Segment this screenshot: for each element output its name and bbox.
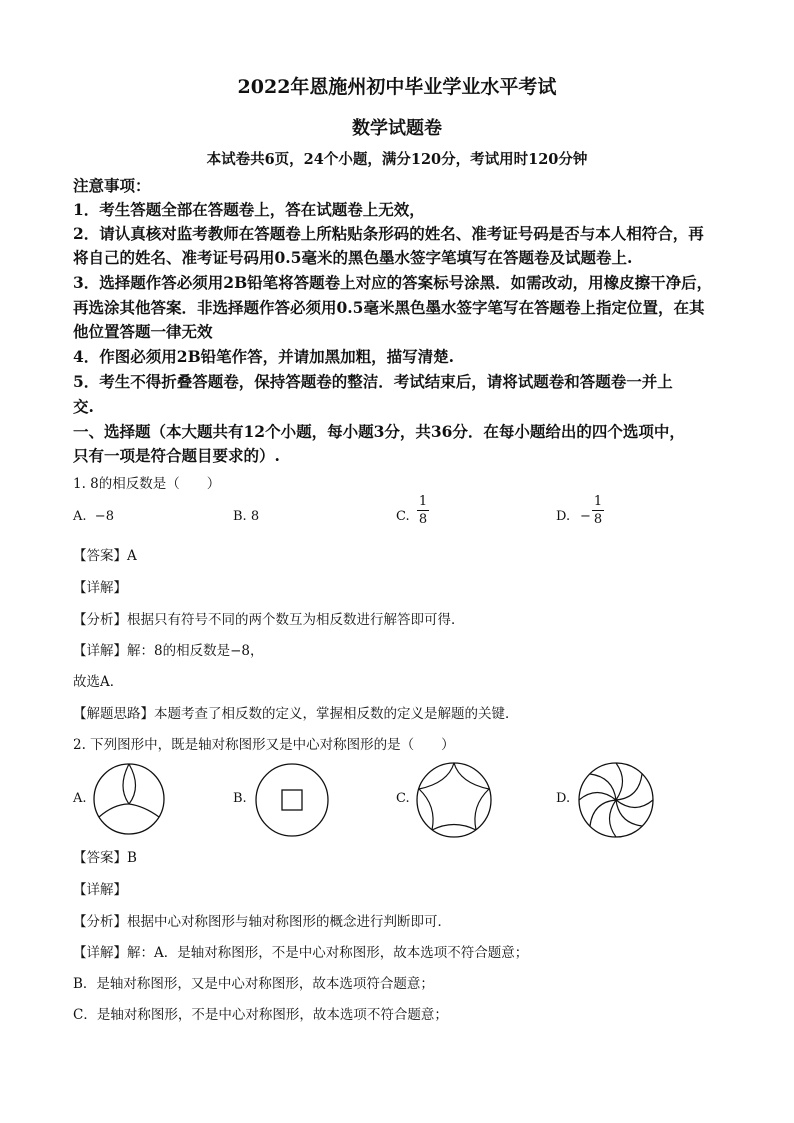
q1-option-a: A. −8 bbox=[73, 509, 114, 524]
notice-line: 交. bbox=[73, 397, 94, 416]
exam-subtitle: 数学试题卷 bbox=[352, 118, 442, 139]
q1-option-c-fraction: 1 8 bbox=[418, 494, 428, 527]
notice-line: 4．作图必须用2B铅笔作答，并请加黑加粗，描写清楚. bbox=[73, 347, 455, 366]
q2-detail-c: C．是轴对称图形，不是中心对称图形，故本选项不符合题意； bbox=[73, 1007, 448, 1023]
q1-detail: 【详解】解：8的相反数是−8， bbox=[73, 643, 264, 659]
section-heading-cont: 只有一项是符合题目要求的）. bbox=[73, 446, 280, 465]
q2-option-c-figure bbox=[415, 761, 493, 839]
q2-option-a-label: A. bbox=[73, 791, 87, 806]
q1-option-d-sign: − bbox=[580, 509, 591, 524]
q2-option-b-label: B. bbox=[233, 791, 247, 806]
q2-detail-heading: 【详解】 bbox=[73, 882, 127, 898]
q1-option-b: B. 8 bbox=[233, 509, 260, 524]
notice-line: 他位置答题一律无效 bbox=[73, 322, 213, 341]
q1-detail-heading: 【详解】 bbox=[73, 580, 127, 596]
exam-info: 本试卷共6页，24个小题，满分120分，考试用时120分钟 bbox=[206, 151, 588, 168]
notice-line: 5．考生不得折叠答题卷，保持答题卷的整洁．考试结束后，请将试题卷和答题卷一并上 bbox=[73, 372, 673, 391]
notice-line: 再选涂其他答案．非选择题作答必须用0.5毫米黑色墨水签字笔写在答题卷上指定位置，在其 bbox=[73, 298, 705, 317]
q1-option-d-label: D. bbox=[556, 509, 571, 524]
question-2-stem: 2. 下列图形中，既是轴对称图形又是中心对称图形的是（ ） bbox=[73, 737, 455, 753]
q2-detail-b: B．是轴对称图形，又是中心对称图形，故本选项符合题意； bbox=[73, 976, 434, 992]
notice-heading: 注意事项： bbox=[73, 176, 151, 195]
q2-analysis: 【分析】根据中心对称图形与轴对称图形的概念进行判断即可． bbox=[73, 914, 451, 930]
notice-line: 1．考生答题全部在答题卷上，答在试题卷上无效， bbox=[73, 200, 425, 219]
q2-option-b-figure bbox=[254, 762, 330, 838]
q2-option-d-label: D. bbox=[556, 791, 571, 806]
notice-line: 2．请认真核对监考教师在答题卷上所粘贴条形码的姓名、准考证号码是否与本人相符合，再 bbox=[73, 224, 704, 243]
q2-option-c-label: C. bbox=[396, 791, 410, 806]
q1-thinking: 【解题思路】本题考查了相反数的定义，掌握相反数的定义是解题的关键． bbox=[73, 706, 519, 722]
q1-option-d-fraction: 1 8 bbox=[593, 494, 603, 527]
exam-title: 2022年恩施州初中毕业学业水平考试 bbox=[237, 76, 557, 98]
notice-line: 将自己的姓名、准考证号码用0.5毫米的黑色墨水签字笔填写在答题卷及试题卷上. bbox=[73, 248, 633, 267]
q2-option-d-figure bbox=[577, 761, 655, 839]
q2-option-a-figure bbox=[92, 762, 166, 836]
q2-answer: 【答案】B bbox=[73, 850, 137, 866]
q1-analysis: 【分析】根据只有符号不同的两个数互为相反数进行解答即可得． bbox=[73, 612, 465, 628]
q2-detail-a: 【详解】解：A．是轴对称图形，不是中心对称图形，故本选项不符合题意； bbox=[73, 945, 529, 961]
q1-answer: 【答案】A bbox=[73, 548, 137, 564]
question-1-stem: 1. 8的相反数是（ ） bbox=[73, 476, 221, 492]
notice-line: 3．选择题作答必须用2B铅笔将答题卷上对应的答案标号涂黑．如需改动，用橡皮擦干净后， bbox=[73, 273, 713, 292]
section-heading: 一、选择题（本大题共有12个小题，每小题3分，共36分．在每小题给出的四个选项中， bbox=[73, 422, 685, 441]
q1-option-c-label: C. bbox=[396, 509, 410, 524]
q1-choose: 故选A． bbox=[73, 674, 124, 690]
